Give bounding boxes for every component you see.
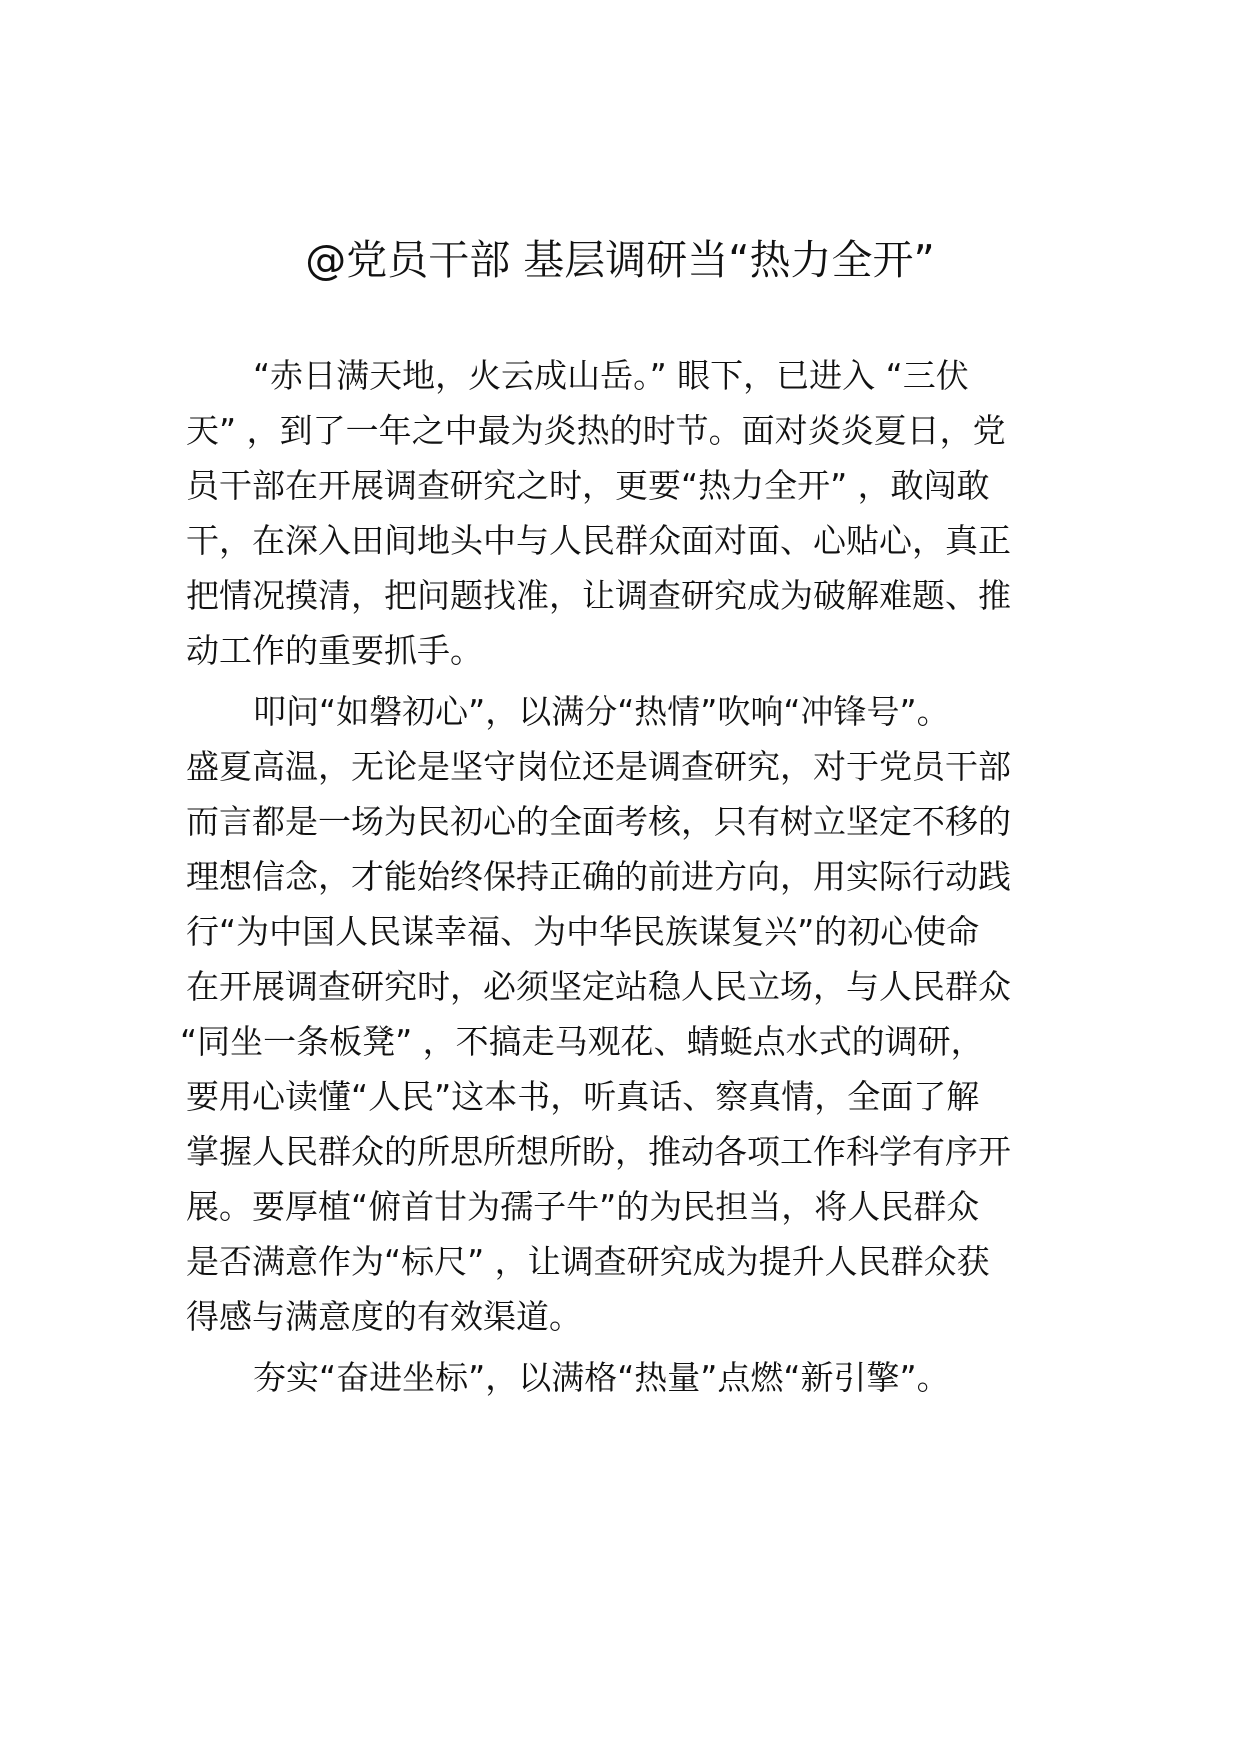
paragraph-line: 天” ，到了一年之中最为炎热的时节。面对炎炎夏日，党: [186, 411, 1006, 450]
paragraph-line: 夯实“奋进坐标”，以满格“热量”点燃“新引擎”。: [253, 1358, 950, 1397]
paragraph-line: “同坐一条板凳” ，不搞走马观花、蜻蜓点水式的调研，: [180, 1022, 984, 1061]
paragraph-line: 员干部在开展调查研究之时，更要“热力全开” ，敢闯敢: [186, 466, 990, 505]
paragraph-line: 得感与满意度的有效渠道。: [186, 1297, 582, 1336]
paragraph-line: 要用心读懂“人民”这本书，听真话、察真情，全面了解: [186, 1077, 980, 1116]
paragraph-line: 是否满意作为“标尺” ，让调查研究成为提升人民群众获: [186, 1242, 990, 1281]
paragraph-line: “赤日满天地，火云成山岳。” 眼下，已进入 “三伏: [253, 356, 969, 395]
paragraph-line: 动工作的重要抓手。: [186, 631, 483, 670]
paragraph-line: 理想信念，才能始终保持正确的前进方向，用实际行动践: [186, 857, 1011, 896]
paragraph-line: 把情况摸清，把问题找准，让调查研究成为破解难题、推: [186, 576, 1011, 615]
paragraph-line: 行“为中国人民谋幸福、为中华民族谋复兴”的初心使命: [186, 912, 980, 951]
document-title: @党员干部 基层调研当“热力全开”: [305, 236, 935, 284]
paragraph-line: 叩问“如磐初心”，以满分“热情”吹响“冲锋号”。: [253, 692, 950, 731]
paragraph-line: 掌握人民群众的所思所想所盼，推动各项工作科学有序开: [186, 1132, 1011, 1171]
paragraph-line: 盛夏高温，无论是坚守岗位还是调查研究，对于党员干部: [186, 747, 1011, 786]
paragraph-line: 展。要厚植“俯首甘为孺子牛”的为民担当，将人民群众: [186, 1187, 980, 1226]
paragraph-line: 而言都是一场为民初心的全面考核，只有树立坚定不移的: [186, 802, 1011, 841]
paragraph-line: 干，在深入田间地头中与人民群众面对面、心贴心，真正: [186, 521, 1011, 560]
paragraph-line: 在开展调查研究时，必须坚定站稳人民立场，与人民群众: [186, 967, 1011, 1006]
